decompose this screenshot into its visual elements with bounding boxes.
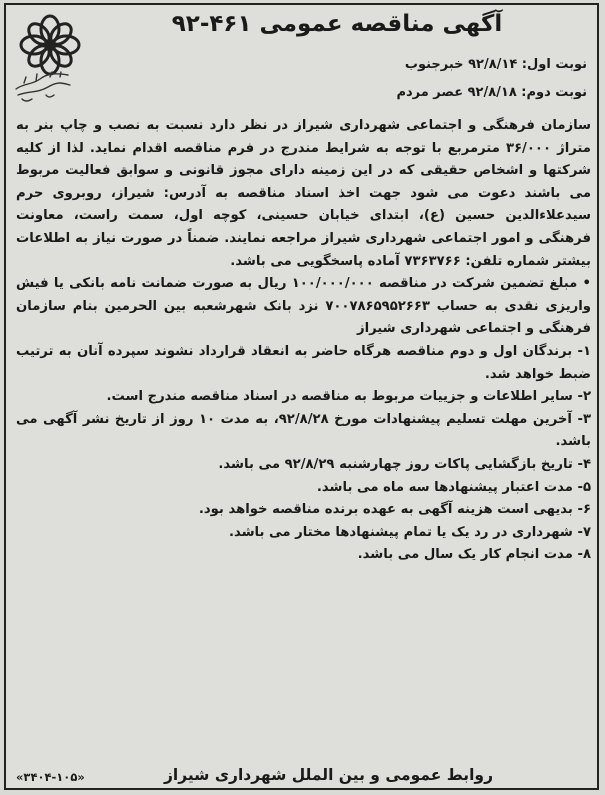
logo-script-text [10, 65, 76, 105]
notice-frame [4, 3, 599, 790]
intro-paragraph: سازمان فرهنگی و اجتماعی شهرداری شیراز در نظر دارد نسبت به نصب و چاپ بنر به متراژ ۳۶/۰۰۰ مترمربع با توجه به شرایط مندرج در فرم مناقصه اقدام نماید. لذا از کلیه شرکتها و اشخاص حقیقی که در این زمینه دارای مجوز قانونی و سوابق فعالیت مربوط می باشند دعوت می شود جهت اخذ اسناد مناقصه به آدرس: شیراز، روبروی حرم سیدعلاءالدین حسین (ع)، ابتدای خیابان حسینی، کوچه اول، سمت راست، معاونت فرهنگی و امور اجتماعی شهرداری شیراز مراجعه نمایند. ضمناً در صورت نیاز به اطلاعات بیشتر شماره تلفن: ۷۳۶۳۷۶۶ آماده پاسخگویی می باشد. [16, 118, 591, 269]
list-item: ۷- شهرداری در رد یک یا تمام پیشنهادها مختار می باشد. [228, 524, 591, 540]
deposit-paragraph: • مبلغ تضمین شرکت در مناقصه ۱۰۰/۰۰۰/۰۰۰ ریال به صورت ضمانت نامه بانکی یا فیش واریزی نقدی به حساب ۷۰۰۷۸۶۵۹۵۲۶۶۳ نزد بانک شهرشعبه بین الحرمین بنام سازمان فرهنگی و اجتماعی شهرداری شیراز [16, 276, 591, 337]
second-issue-line: نوبت دوم: ۹۲/۸/۱۸ عصر مردم [396, 85, 587, 100]
list-item: ۸- مدت انجام کار یک سال می باشد. [357, 547, 591, 563]
notice-code: «۳۴۰۴-۱۰۵» [16, 770, 85, 784]
notice-body [16, 115, 591, 755]
notice-footer [14, 766, 589, 790]
terms-list [16, 341, 591, 567]
list-item: ۶- بدیهی است هزینه آگهی به عهده برنده مناقصه خواهد بود. [198, 502, 591, 518]
list-item: ۴- تاریخ بازگشایی پاکات روز چهارشنبه ۹۲/۸/۲۹ می باشد. [218, 456, 591, 472]
first-issue-line: نوبت اول: ۹۲/۸/۱۴ خبرجنوب [404, 57, 587, 72]
notice-title: آگهی مناقصه عمومی ۴۶۱-۹۲ [171, 11, 503, 37]
list-item: ۲- سایر اطلاعات و جزییات مربوط به مناقصه در اسناد مناقصه مندرج است. [106, 389, 591, 405]
signature-organization: روابط عمومی و بین الملل شهرداری شیراز [163, 766, 493, 784]
list-item: ۵- مدت اعتبار پیشنهادها سه ماه می باشد. [316, 479, 591, 495]
list-item: ۳- آخرین مهلت تسلیم پیشنهادات مورخ ۹۲/۸/۲۸، به مدت ۱۰ روز از تاریخ نشر آگهی می باشد. [16, 411, 591, 450]
list-item: ۱- برندگان اول و دوم مناقصه هرگاه حاضر به انعقاد قرارداد نشوند سپرده آنان به ترتیب ضبط خواهد شد. [16, 343, 591, 382]
